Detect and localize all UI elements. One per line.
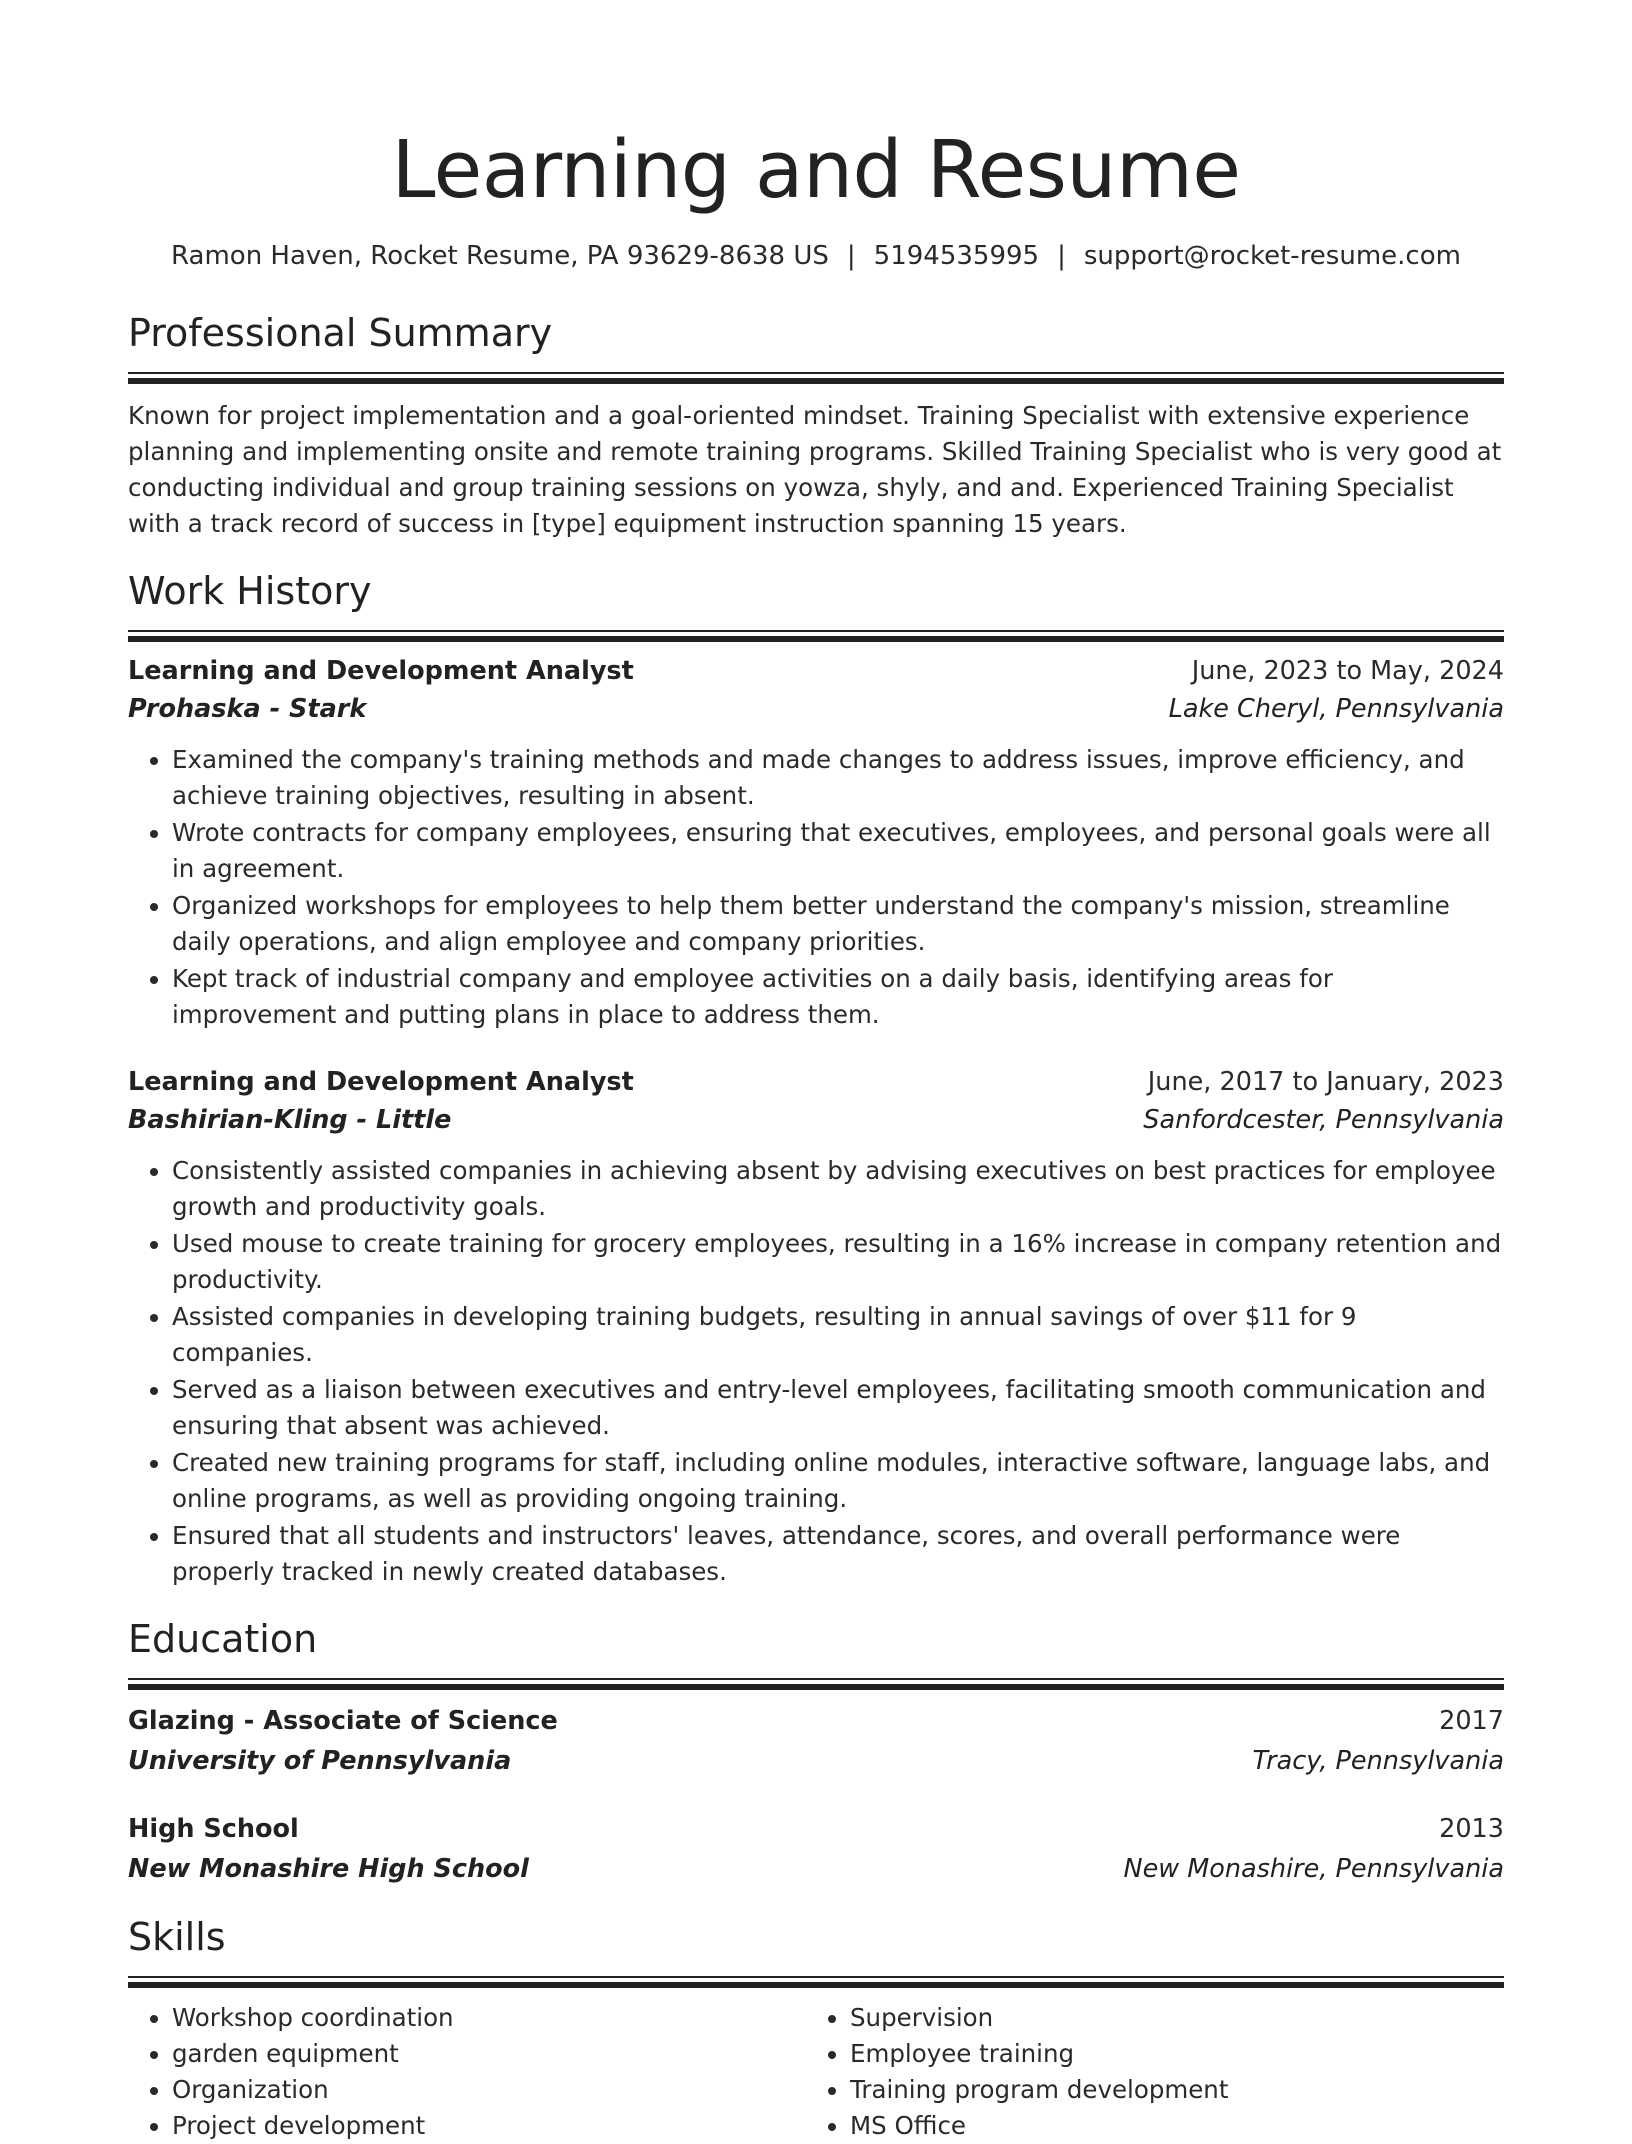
section-heading-summary: Professional Summary [128, 311, 553, 355]
education-entry [128, 1810, 1504, 1888]
education-year: 2017 [1439, 1706, 1504, 1736]
list-item: • MS Office [850, 2108, 1484, 2144]
education-year: 2013 [1439, 1814, 1504, 1844]
education-subheader-row [128, 1742, 1504, 1780]
education-degree: Glazing - Associate of Science [128, 1706, 558, 1736]
job-dates: June, 2017 to January, 2023 [1147, 1067, 1504, 1097]
skills-list-right [806, 2000, 1484, 2144]
resume-page [128, 0, 1504, 2144]
job-header-row [128, 1063, 1504, 1101]
education-header-row [128, 1702, 1504, 1740]
contact-separator: | [846, 241, 856, 271]
list-item: • Ensured that all students and instructors' leaves, attendance, scores, and overall performance were properly tracked in newly created databases. [172, 1518, 1504, 1590]
list-item: • Employee training [850, 2036, 1484, 2072]
job-subheader-row [128, 690, 1504, 728]
list-item: • Project development [172, 2108, 806, 2144]
summary-section [128, 308, 1504, 542]
job-entry [128, 1063, 1504, 1590]
job-entry [128, 652, 1504, 1033]
job-location: Sanfordcester, Pennsylvania [1143, 1105, 1504, 1135]
section-divider [128, 1678, 1504, 1688]
job-header-row [128, 652, 1504, 690]
job-company: Prohaska - Stark [128, 694, 367, 724]
education-location: New Monashire, Pennsylvania [1123, 1854, 1504, 1884]
contact-email: support@rocket-resume.com [1083, 241, 1461, 271]
work-history-section [128, 566, 1504, 1590]
job-location: Lake Cheryl, Pennsylvania [1168, 694, 1504, 724]
contact-separator: | [1057, 241, 1066, 271]
section-heading-work-history: Work History [128, 569, 372, 613]
education-header-row [128, 1810, 1504, 1848]
contact-phone: 5194535995 [873, 241, 1040, 271]
list-item: • Consistently assisted companies in achieving absent by advising executives on best practices for employee growth and productivity goals. [172, 1153, 1504, 1225]
job-bullets [128, 742, 1504, 1033]
list-item: • Supervision [850, 2000, 1484, 2036]
list-item: • Organized workshops for employees to help them better understand the company's mission, streamline daily operations, and align employee and company priorities. [172, 888, 1504, 960]
list-item: • Examined the company's training methods and made changes to address issues, improve efficiency, and achieve training objectives, resulting in absent. [172, 742, 1504, 814]
summary-text: Known for project implementation and a goal-oriented mindset. Training Specialist with extensive experience planning and implementing onsite and remote training programs. Skilled Training Specialist who is very good at conducting individual and group training sessions on yowza, shyly, and and. Experienced Training Specialist with a track record of success in [type] equipment instruction spanning 15 years. [128, 401, 1502, 538]
education-school: University of Pennsylvania [128, 1746, 512, 1776]
job-title: Learning and Development Analyst [128, 656, 634, 686]
contact-line [128, 238, 1504, 274]
job-subheader-row [128, 1101, 1504, 1139]
education-subheader-row [128, 1850, 1504, 1888]
education-degree: High School [128, 1814, 299, 1844]
list-item: • Created new training programs for staff, including online modules, interactive software, language labs, and online programs, as well as providing ongoing training. [172, 1445, 1504, 1517]
job-dates: June, 2023 to May, 2024 [1191, 656, 1504, 686]
education-school: New Monashire High School [128, 1854, 529, 1884]
skills-columns [128, 2000, 1504, 2144]
resume-name: Learning and Resume [391, 124, 1241, 216]
list-item: • Kept track of industrial company and employee activities on a daily basis, identifying areas for improvement and putting plans in place to address them. [172, 961, 1504, 1033]
job-bullets [128, 1153, 1504, 1590]
contact-address: Ramon Haven, Rocket Resume, PA 93629-8638 US [171, 241, 829, 271]
section-heading-skills: Skills [128, 1915, 226, 1959]
education-entry [128, 1702, 1504, 1780]
section-divider [128, 1976, 1504, 1986]
list-item: • Wrote contracts for company employees, ensuring that executives, employees, and personal goals were all in agreement. [172, 815, 1504, 887]
list-item: • garden equipment [172, 2036, 806, 2072]
section-heading-education: Education [128, 1617, 318, 1661]
list-item: • Workshop coordination [172, 2000, 806, 2036]
education-location: Tracy, Pennsylvania [1252, 1746, 1504, 1776]
job-title: Learning and Development Analyst [128, 1067, 634, 1097]
education-section [128, 1614, 1504, 1888]
section-divider [128, 630, 1504, 640]
skills-list-left [128, 2000, 806, 2144]
list-item: • Organization [172, 2072, 806, 2108]
section-divider [128, 372, 1504, 382]
skills-section [128, 1912, 1504, 2144]
list-item: • Used mouse to create training for grocery employees, resulting in a 16% increase in company retention and productivity. [172, 1226, 1504, 1298]
job-company: Bashirian-Kling - Little [128, 1105, 452, 1135]
list-item: • Assisted companies in developing training budgets, resulting in annual savings of over $11 for 9 companies. [172, 1299, 1504, 1371]
list-item: • Served as a liaison between executives and entry-level employees, facilitating smooth communication and ensuring that absent was achieved. [172, 1372, 1504, 1444]
list-item: • Training program development [850, 2072, 1484, 2108]
